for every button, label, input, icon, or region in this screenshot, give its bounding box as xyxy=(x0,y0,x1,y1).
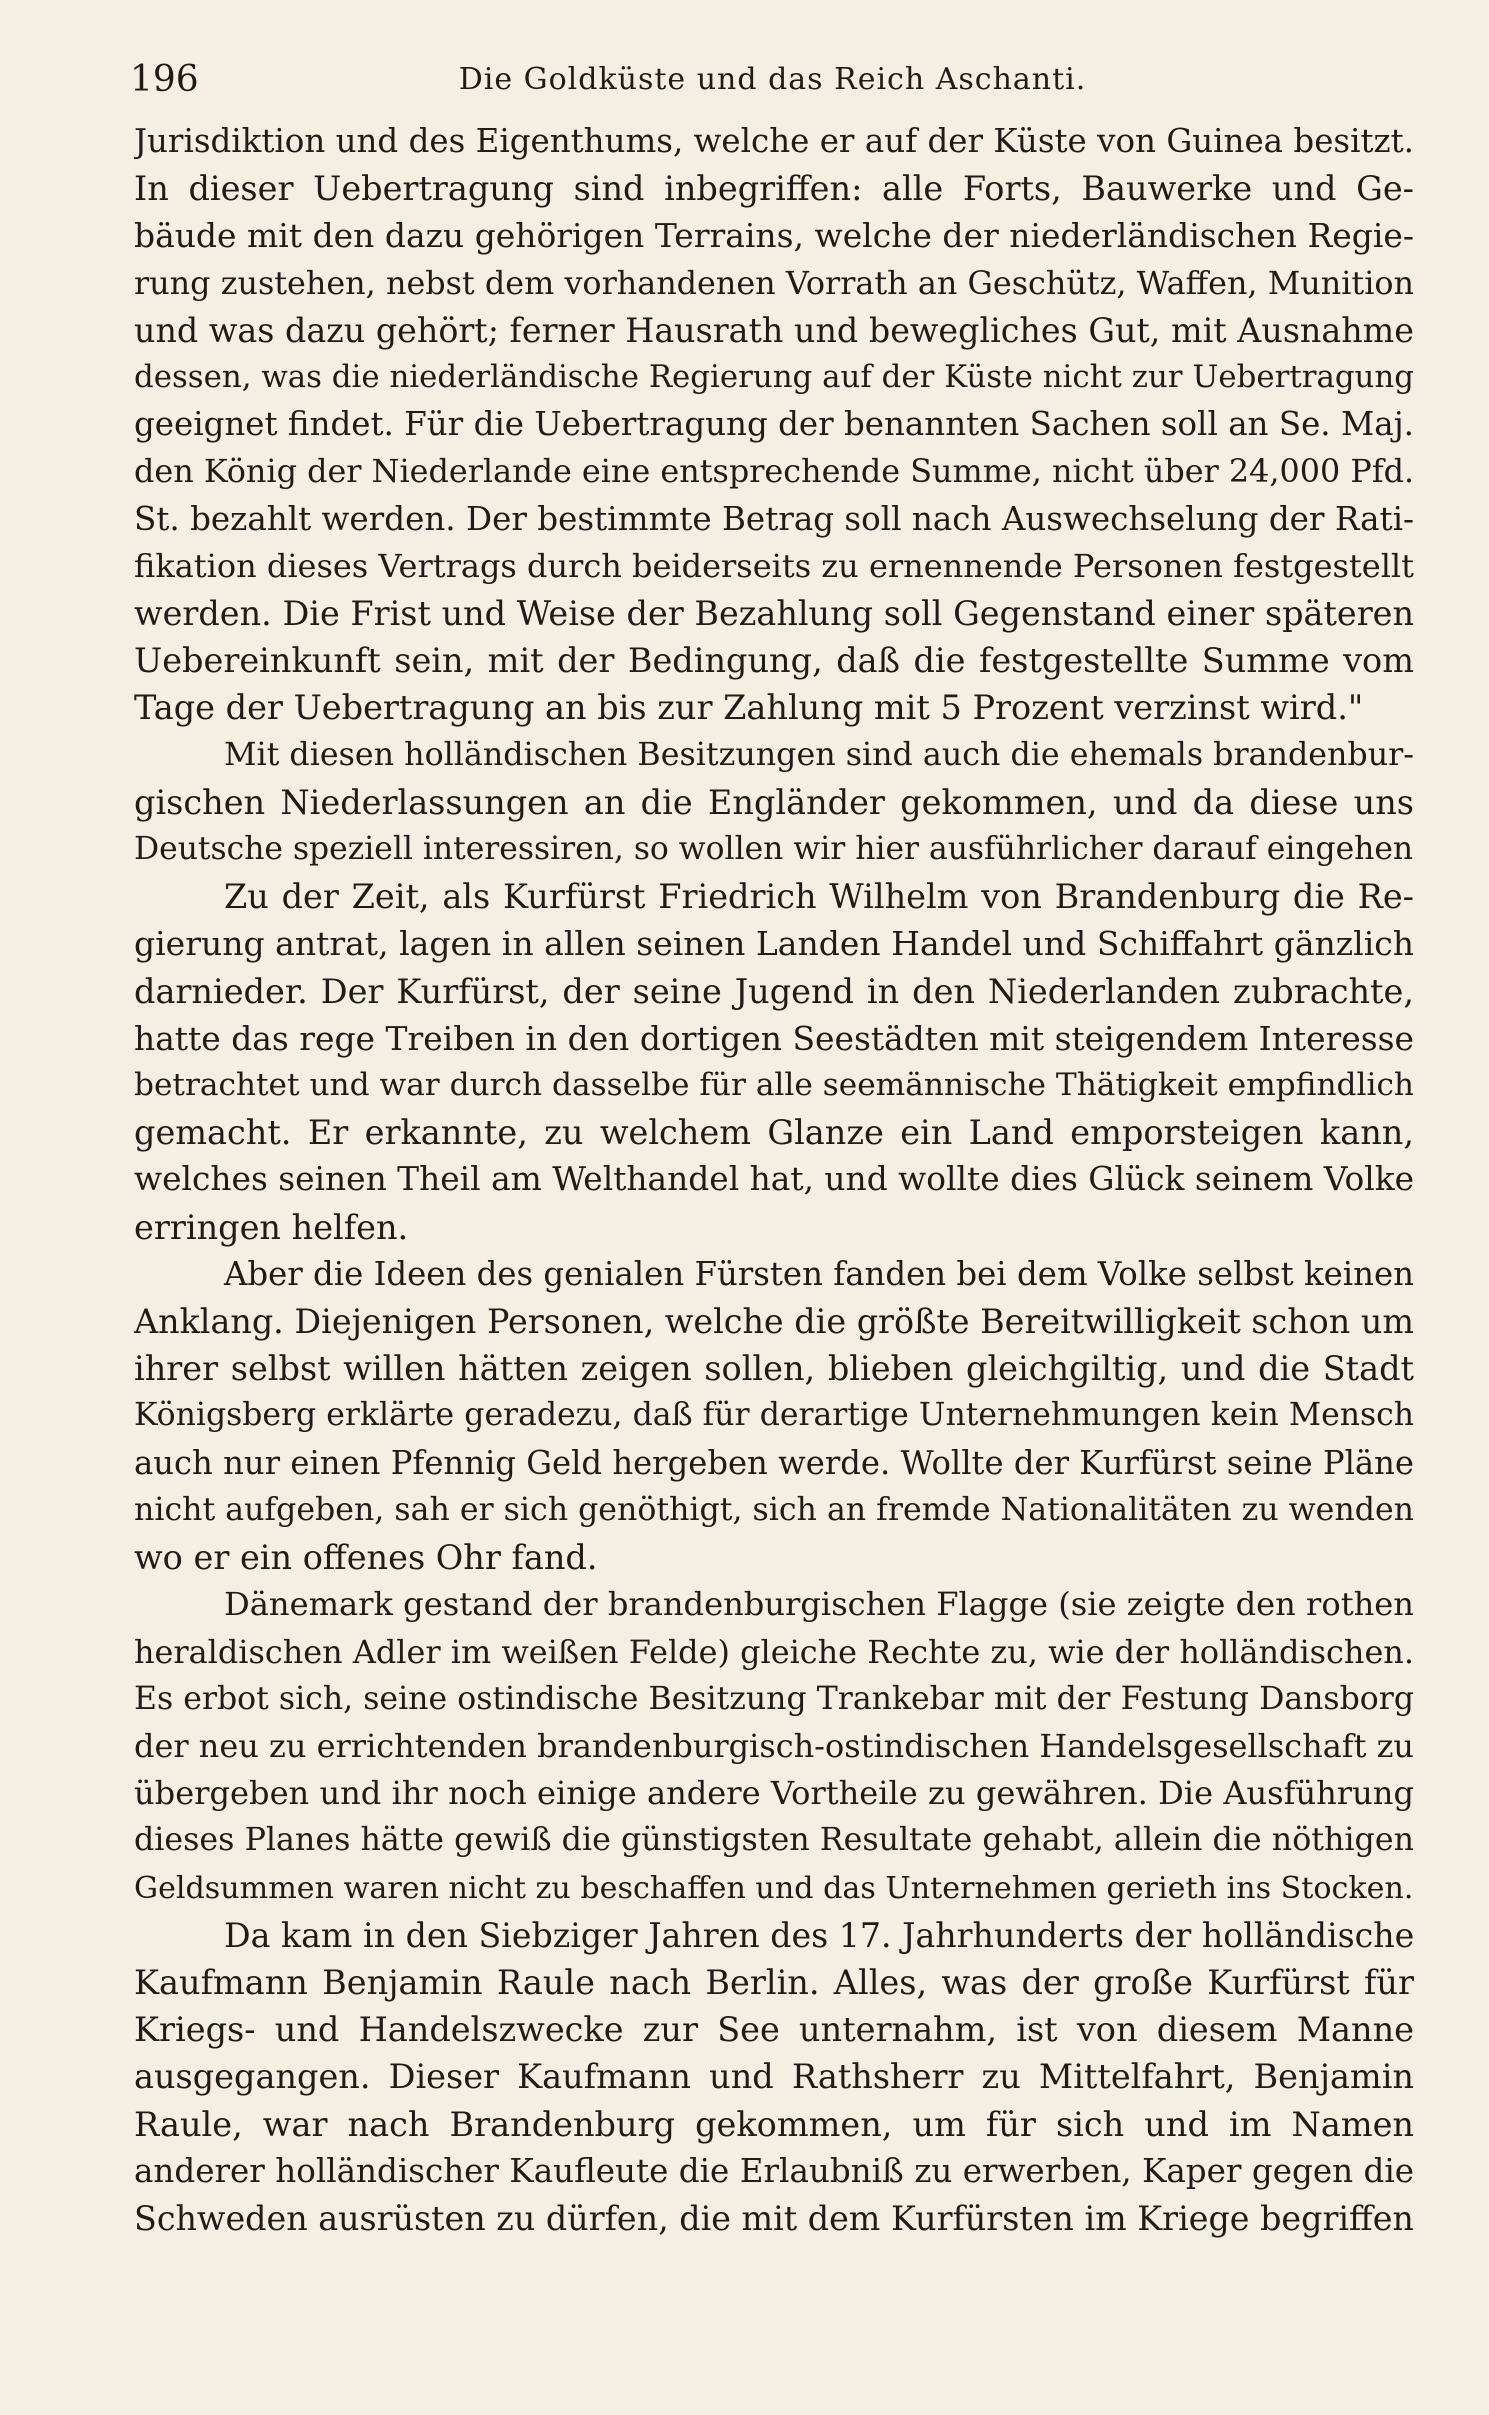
text-line: Deutsche speziell interessiren, so wollen wir hier ausführlicher darauf eingehen xyxy=(134,831,1414,868)
text-line: Geldsummen waren nicht zu beschaffen und das Unternehmen gerieth ins Stocken. xyxy=(134,1870,1414,1906)
text-line: geeignet findet. Für die Uebertragung der benannten Sachen soll an Se. Maj. xyxy=(134,405,1414,444)
text-line: übergeben und ihr noch einige andere Vortheile zu gewähren. Die Ausführung xyxy=(134,1774,1414,1813)
text-line: erringen helfen. xyxy=(134,1207,409,1247)
text-line: werden. Die Frist und Weise der Bezahlung soll Gegenstand einer späteren xyxy=(134,594,1414,634)
text-line: bäude mit den dazu gehörigen Terrains, welche der niederländischen Regie- xyxy=(134,216,1414,256)
text-line: Jurisdiktion und des Eigenthums, welche er auf der Küste von Guinea besitzt. xyxy=(134,122,1414,160)
text-line: hatte das rege Treiben in den dortigen Seestädten mit steigendem Interesse xyxy=(134,1018,1414,1058)
text-line: In dieser Uebertragung sind inbegriffen: alle Forts, Bauwerke und Ge- xyxy=(134,169,1414,209)
text-line: betrachtet und war durch dasselbe für alle seemännische Thätigkeit empfindlich xyxy=(134,1067,1414,1104)
text-line: den König der Niederlande eine entsprechende Summe, nicht über 24,000 Pfd. xyxy=(134,452,1414,491)
text-line: welches seinen Theil am Welthandel hat, und wollte dies Glück seinem Volke xyxy=(134,1160,1414,1199)
paragraph xyxy=(134,1251,1414,1581)
text-line: der neu zu errichtenden brandenburgisch-ostindischen Handelsgesellschaft zu xyxy=(134,1726,1414,1765)
text-line: anderer holländischer Kaufleute die Erlaubniß zu erwerben, Kaper gegen die xyxy=(134,2151,1414,2190)
text-line: ausgegangen. Dieser Kaufmann und Rathsherr zu Mittelfahrt, Benjamin xyxy=(134,2057,1414,2097)
paragraph xyxy=(134,118,1414,732)
paragraph xyxy=(134,1581,1414,1911)
paragraph xyxy=(134,732,1414,874)
text-line: Schweden ausrüsten zu dürfen, die mit dem Kurfürsten im Kriege begriffen xyxy=(134,2198,1414,2238)
body-text xyxy=(134,118,1414,2242)
page-number: 196 xyxy=(130,59,199,100)
text-line: fikation dieses Vertrags durch beiderseits zu ernennende Personen festgestellt xyxy=(134,546,1414,585)
text-line: darnieder. Der Kurfürst, der seine Jugend in den Niederlanden zubrachte, xyxy=(134,971,1414,1011)
text-line: Es erbot sich, seine ostindische Besitzung Trankebar mit der Festung Dansborg xyxy=(134,1680,1414,1717)
text-line: Anklang. Diejenigen Personen, welche die größte Bereitwilligkeit schon um xyxy=(134,1302,1414,1342)
text-line: Da kam in den Siebziger Jahren des 17. Jahrhunderts der holländische xyxy=(224,1915,1414,1955)
text-line: gemacht. Er erkannte, zu welchem Glanze ein Land emporsteigen kann, xyxy=(134,1113,1414,1153)
text-line: nicht aufgeben, sah er sich genöthigt, sich an fremde Nationalitäten zu wenden xyxy=(134,1491,1414,1528)
text-line: Tage der Uebertragung an bis zur Zahlung mit 5 Prozent verzinst wird." xyxy=(134,688,1364,728)
text-line: rung zustehen, nebst dem vorhandenen Vorrath an Geschütz, Waffen, Munition xyxy=(134,263,1414,302)
text-line: dessen, was die niederländische Regierung auf der Küste nicht zur Uebertragung xyxy=(134,359,1414,396)
text-line: ihrer selbst willen hätten zeigen sollen, blieben gleichgiltig, und die Stadt xyxy=(134,1349,1414,1389)
text-line: gischen Niederlassungen an die Engländer gekommen, und da diese uns xyxy=(134,782,1414,822)
text-line: heraldischen Adler im weißen Felde) gleiche Rechte zu, wie der holländischen. xyxy=(134,1632,1414,1671)
text-line: Raule, war nach Brandenburg gekommen, um für sich und im Namen xyxy=(134,2104,1414,2144)
text-line: auch nur einen Pfennig Geld hergeben werde. Wollte der Kurfürst seine Pläne xyxy=(134,1443,1414,1482)
text-line: Kaufmann Benjamin Raule nach Berlin. Alles, was der große Kurfürst für xyxy=(134,1962,1414,2002)
text-line: Dänemark gestand der brandenburgischen Flagge (sie zeigte den rothen xyxy=(224,1585,1414,1624)
text-line: Mit diesen holländischen Besitzungen sind auch die ehemals brandenbur- xyxy=(224,736,1414,773)
text-line: gierung antrat, lagen in allen seinen Landen Handel und Schiffahrt gänzlich xyxy=(134,924,1414,964)
page-header xyxy=(130,52,1415,108)
text-line: St. bezahlt werden. Der bestimmte Betrag soll nach Auswechselung der Rati- xyxy=(134,499,1414,538)
text-line: Königsberg erklärte geradezu, daß für derartige Unternehmungen kein Mensch xyxy=(134,1397,1414,1434)
text-line: Kriegs- und Handelszwecke zur See unternahm, ist von diesem Manne xyxy=(134,2010,1414,2050)
text-line: Aber die Ideen des genialen Fürsten fanden bei dem Volke selbst keinen xyxy=(224,1254,1414,1293)
text-line: Zu der Zeit, als Kurfürst Friedrich Wilhelm von Brandenburg die Re- xyxy=(224,877,1414,917)
text-line: und was dazu gehört; ferner Hausrath und bewegliches Gut, mit Ausnahme xyxy=(134,310,1414,350)
paragraph xyxy=(134,873,1414,1251)
text-line: wo er ein offenes Ohr fand. xyxy=(134,1538,598,1578)
paragraph xyxy=(134,1912,1414,2242)
text-line: Uebereinkunft sein, mit der Bedingung, daß die festgestellte Summe vom xyxy=(134,641,1414,681)
text-line: dieses Planes hätte gewiß die günstigsten Resultate gehabt, allein die nöthigen xyxy=(134,1822,1414,1859)
running-title: Die Goldküste und das Reich Aschanti. xyxy=(458,62,1087,97)
